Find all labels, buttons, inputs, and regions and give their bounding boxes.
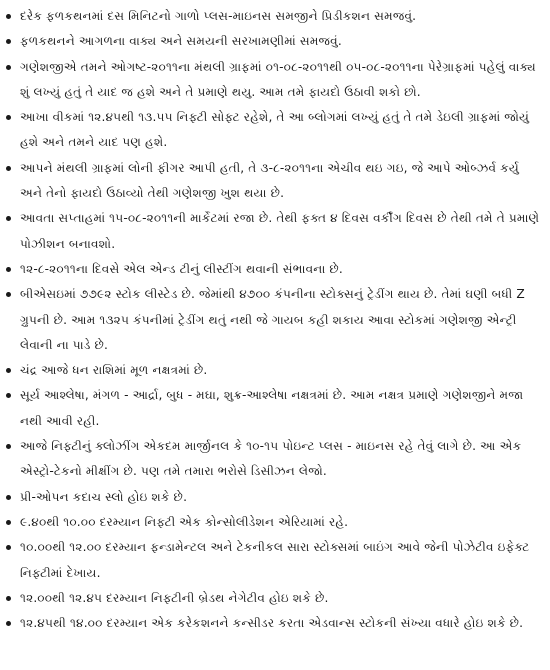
- bullet-item: [2, 611, 544, 636]
- bullet-text: દરેક ફળકથનમાં દસ મિનિટનો ગાળો પ્લસ-માઇનસ સમજીને પ્રિડીકશન સમજવું.: [20, 9, 417, 23]
- bullet-item: [2, 206, 544, 257]
- bullet-item: [2, 282, 544, 358]
- bullet-icon: [6, 520, 11, 525]
- bullet-item: [2, 383, 544, 434]
- bullet-item: [2, 29, 544, 54]
- bullet-icon: [6, 216, 11, 221]
- bullet-item: [2, 434, 544, 485]
- bullet-icon: [6, 14, 11, 19]
- bullet-text: આજે નિફ્ટીનું ક્લોઝીંગ એકદમ માર્જીનલ કે ૧૦-૧૫ પોઇન્ટ પ્લસ - માઇનસ રહે તેવું લાગે છે. આ એક એસ્ટ્રો-ટેકનો મીક્ષીંગ છે. પણ તમે તમારા ભરોસે ડિસીઝન લેજો.: [20, 439, 522, 479]
- bullet-item: [2, 55, 544, 106]
- bullet-list: [2, 4, 544, 636]
- bullet-text: આખા વીકમાં ૧૨.૪૫થી ૧૩.૫૫ નિફ્ટી સોફ્ટ રહેશે, તે આ બ્લોગમાં લખ્યું હતું તે તમે ડેઇલી ગ્રાફમાં જોયું હશે અને તમને યાદ પણ હશે.: [20, 110, 530, 150]
- bullet-item: [2, 586, 544, 611]
- bullet-icon: [6, 368, 11, 373]
- bullet-item: [2, 257, 544, 282]
- bullet-text: ૧૨-૮-૨૦૧૧ના દિવસે એલ એન્ડ ટીનું લીસ્ટીંગ થવાની સંભાવના છે.: [20, 261, 343, 276]
- bullet-icon: [6, 267, 11, 272]
- bullet-text: ૧૨.૪૫થી ૧૪.૦૦ દરમ્યાન એક કરેકશનને કન્સીડર કરતા એડવાન્સ સ્ટોકની સંખ્યા વધારે હોઇ શકે છે.: [20, 616, 524, 631]
- bullet-text: ૧૨.૦૦થી ૧૨.૪૫ દરમ્યાન નિફ્ટીની બ્રેડથ નેગેટીવ હોઇ શકે છે.: [20, 590, 329, 605]
- bullet-text: બીએસઇમાં ૭૭૯૨ સ્ટોક લીસ્ટેડ છે. જેમાંથી ૪૭૦૦ કંપનીના સ્ટોક્સનું ટ્રેડીંગ થાય છે. તેમાં ઘણી બધી Z ગ્રુપની છે. આમ ૧૩૨૫ કંપનીમાં ટ્રેડીંગ થતું નથી જે ગાયબ કહી શકાય આવા સ્ટોકમાં ગણેશજી એન્ટ્રી લેવાની ના પાડે છે.: [20, 287, 525, 352]
- bullet-text: આવતા સપ્તાહમાં ૧૫-૦૮-૨૦૧૧ની માર્કેટમાં રજા છે. તેથી ફક્ત ૪ દિવસ વર્કીંગ દિવસ છે તેથી તમે તે પ્રમાણે પોઝીશન બનાવશો.: [20, 211, 540, 251]
- bullet-icon: [6, 39, 11, 44]
- bullet-icon: [6, 444, 11, 449]
- bullet-item: [2, 156, 544, 207]
- bullet-icon: [6, 292, 11, 297]
- bullet-item: [2, 535, 544, 586]
- bullet-text: સૂર્ય આશ્લેષા, મંગળ - આર્દ્રા, બુધ - મઘા, શુક્ર-આશ્લેષા નક્ષત્રમાં છે. આમ નક્ષત્ર પ્રમાણે ગણેશજીને મજા નથી આવી રહી.: [20, 388, 524, 428]
- bullet-icon: [6, 166, 11, 171]
- bullet-icon: [6, 65, 11, 70]
- bullet-text: ૯.૪૦થી ૧૦.૦૦ દરમ્યાન નિફ્ટી એક કોન્સોલીડેશન એરિયામાં રહે.: [20, 514, 349, 529]
- bullet-icon: [6, 621, 11, 626]
- bullet-icon: [6, 545, 11, 550]
- bullet-icon: [6, 115, 11, 120]
- bullet-text: આપને મંથલી ગ્રાફમાં લોની ફીગર આપી હતી, તે ૩-૮-૨૦૧૧ના એચીવ થઇ ગઇ, જે આપે ઓબ્ઝર્વ કર્યુ અને તેનો ફાયદો ઉઠાવ્યો તેથી ગણેશજી ખુશ થયા છે.: [20, 160, 519, 201]
- bullet-icon: [6, 596, 11, 601]
- bullet-item: [2, 358, 544, 383]
- bullet-item: [2, 4, 544, 29]
- bullet-icon: [6, 495, 11, 500]
- bullet-text: પ્રી-ઓપન કદાચ સ્લો હોઇ શકે છે.: [20, 489, 188, 504]
- bullet-item: [2, 510, 544, 535]
- bullet-text: ચંદ્ર આજે ધન રાશિમાં મૂળ નક્ષત્રમાં છે.: [20, 363, 208, 378]
- bullet-icon: [6, 393, 11, 398]
- bullet-text: ૧૦.૦૦થી ૧૨.૦૦ દરમ્યાન ફન્ડામેન્ટલ અને ટેકનીકલ સારા સ્ટોક્સમાં બાઇંગ આવે જેની પોઝેટીવ ઇફેક્ટ નિફ્ટીમાં દેખાય.: [20, 540, 530, 580]
- bullet-item: [2, 485, 544, 510]
- bullet-text: ગણેશજીએ તમને ઓગષ્ટ-૨૦૧૧ના મંથલી ગ્રાફમાં ૦૧-૦૮-૨૦૧૧થી ૦૫-૦૮-૨૦૧૧ના પેરેગ્રાફમાં પહેલું વાક્ય શું લખ્યું હતું તે યાદ જ હશે અને તે પ્રમાણે થયુ. આમ તમે ફાયદો ઉઠાવી શકો છો.: [20, 59, 536, 99]
- bullet-item: [2, 105, 544, 156]
- bullet-text: ફળકથનને આગળના વાક્ય અને સમયની સરખામણીમાં સમજવું.: [20, 34, 342, 49]
